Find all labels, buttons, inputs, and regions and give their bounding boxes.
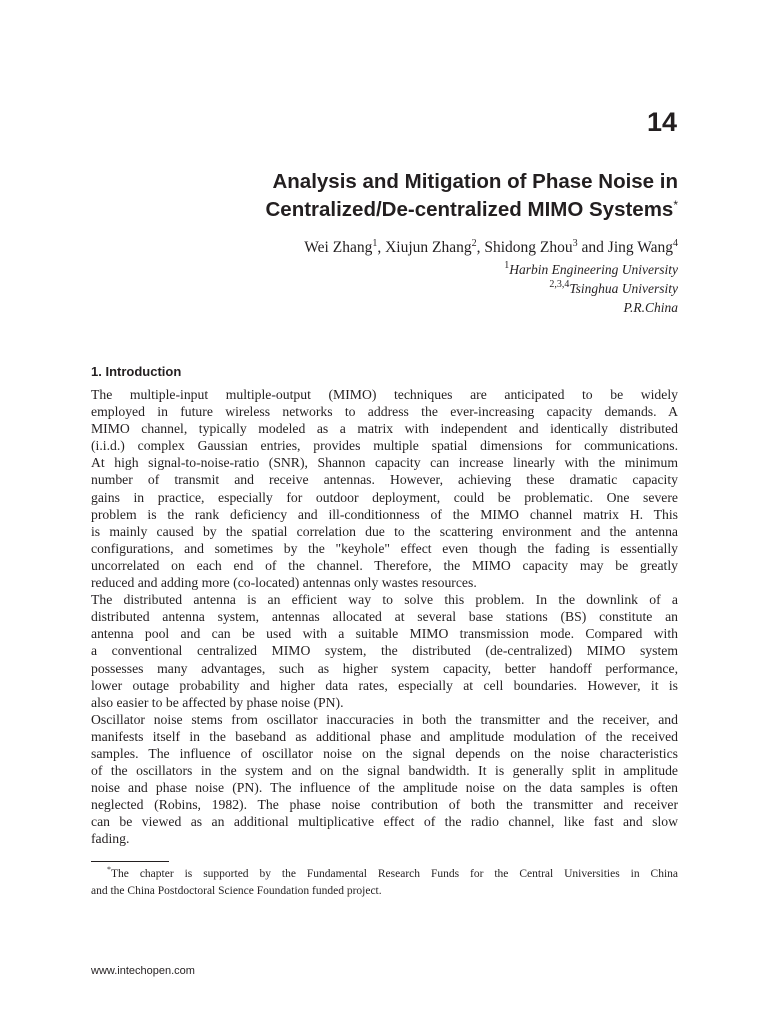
body-text-line: number of transmit and receive antennas. However, achieving these dramatic capacity xyxy=(91,472,678,488)
body-text-line: of the oscillators in the system and on the signal bandwidth. It is generally split in amplitude xyxy=(91,763,678,779)
body-text-line: MIMO channel, typically modeled as a matrix with independent and identically distributed xyxy=(91,421,678,437)
body-text-line: manifests itself in the baseband as additional phase and amplitude modulation of the received xyxy=(91,728,678,744)
footer-url[interactable]: www.intechopen.com xyxy=(91,965,195,977)
author-separator: , xyxy=(476,239,485,256)
footnote xyxy=(91,866,678,900)
chapter-title xyxy=(120,168,678,224)
author-name: Jing Wang xyxy=(607,239,673,256)
footnote-rule xyxy=(91,861,169,862)
affiliation-mark: 1 xyxy=(504,260,510,271)
author-name: Shidong Zhou xyxy=(484,239,573,256)
affiliation xyxy=(504,260,678,279)
body-text-line: At high signal-to-noise-ratio (SNR), Shannon capacity can increase linearly with the minimum xyxy=(91,455,678,471)
section-body xyxy=(91,386,678,848)
body-text-line: The distributed antenna is an efficient way to solve this problem. In the downlink of a xyxy=(91,592,678,608)
affiliation xyxy=(504,279,678,298)
body-text-line: distributed antenna system, antennas allocated at several base stations (BS) constitute an xyxy=(91,609,678,625)
author-separator: , xyxy=(377,239,386,256)
body-text-line: lower outage probability and higher data rates, especially at cell boundaries. However, it is xyxy=(91,677,678,693)
footnote-text: The chapter is supported by the Fundamental Research Funds for the Central Universities in China xyxy=(111,868,678,880)
body-text-line: noise and phase noise (PN). The influence of the amplitude noise on the data samples is often xyxy=(91,780,678,796)
footnote-line: and the China Postdoctoral Science Foundation funded project. xyxy=(91,885,382,897)
title-text: Centralized/De-centralized MIMO Systems xyxy=(265,198,674,221)
body-text-line: neglected (Robins, 1982). The phase noise contribution of both the transmitter and receiver xyxy=(91,797,678,813)
author-name: Xiujun Zhang xyxy=(385,239,472,256)
body-text-line: uncorrelated on each end of the channel. Therefore, the MIMO capacity may be greatly xyxy=(91,557,678,573)
body-text-line: is mainly caused by the spatial correlation due to the scattering environment and the antenna xyxy=(91,523,678,539)
author-affiliation-mark: 2 xyxy=(471,238,477,249)
body-text-line: The multiple-input multiple-output (MIMO) techniques are anticipated to be widely xyxy=(91,387,678,402)
body-text-line: fading. xyxy=(91,831,130,847)
body-text-line: can be viewed as an additional multiplicative effect of the radio channel, like fast and slow xyxy=(91,814,678,830)
author-affiliation-mark: 4 xyxy=(673,238,678,249)
author-name: Wei Zhang xyxy=(304,239,373,256)
author-separator: and xyxy=(577,239,608,256)
affiliation-mark: 2,3,4 xyxy=(549,279,570,290)
section-heading: 1. Introduction xyxy=(91,364,182,379)
body-text-line: Oscillator noise stems from oscillator inaccuracies in both the transmitter and the receiver, and xyxy=(91,711,678,727)
body-text-line: problem is the rank deficiency and ill-conditionness of the MIMO channel matrix H. This xyxy=(91,506,678,522)
body-text-line: employed in future wireless networks to address the ever-increasing capacity demands. A xyxy=(91,404,678,420)
affiliation xyxy=(504,298,678,317)
chapter-number: 14 xyxy=(646,107,677,137)
affiliation-list xyxy=(504,260,678,317)
body-text-line: a conventional centralized MIMO system, the distributed (de-centralized) MIMO system xyxy=(91,643,678,659)
title-line xyxy=(120,196,678,224)
affiliation-name: Harbin Engineering University xyxy=(509,262,678,277)
title-line: Analysis and Mitigation of Phase Noise in xyxy=(272,170,678,193)
body-text-line: antenna pool and can be used with a suitable MIMO transmission mode. Compared with xyxy=(91,626,678,642)
author-affiliation-mark: 1 xyxy=(372,238,378,249)
body-text-line: possesses many advantages, such as higher system capacity, better handoff performance, xyxy=(91,660,678,676)
author-list xyxy=(304,238,678,258)
body-text-line: samples. The influence of oscillator noise on the signal depends on the noise characteristics xyxy=(91,745,678,761)
footnote-line xyxy=(91,866,678,883)
body-text-line: reduced and adding more (co-located) antennas only wastes resources. xyxy=(91,575,477,591)
title-footnote-mark[interactable]: * xyxy=(673,198,678,212)
footnote-mark: * xyxy=(107,865,111,874)
body-text-line: gains in practice, especially for outdoor deployment, could be problematic. One severe xyxy=(91,489,678,505)
body-text-line: (i.i.d.) complex Gaussian entries, provides multiple spatial dimensions for communications. xyxy=(91,438,678,454)
affiliation-name: P.R.China xyxy=(623,300,678,315)
affiliation-name: Tsinghua University xyxy=(569,281,678,296)
author-affiliation-mark: 3 xyxy=(572,238,578,249)
body-text-line: configurations, and sometimes by the "keyhole" effect even though the fading is essentially xyxy=(91,540,678,556)
body-text-line: also easier to be affected by phase noise (PN). xyxy=(91,694,344,710)
